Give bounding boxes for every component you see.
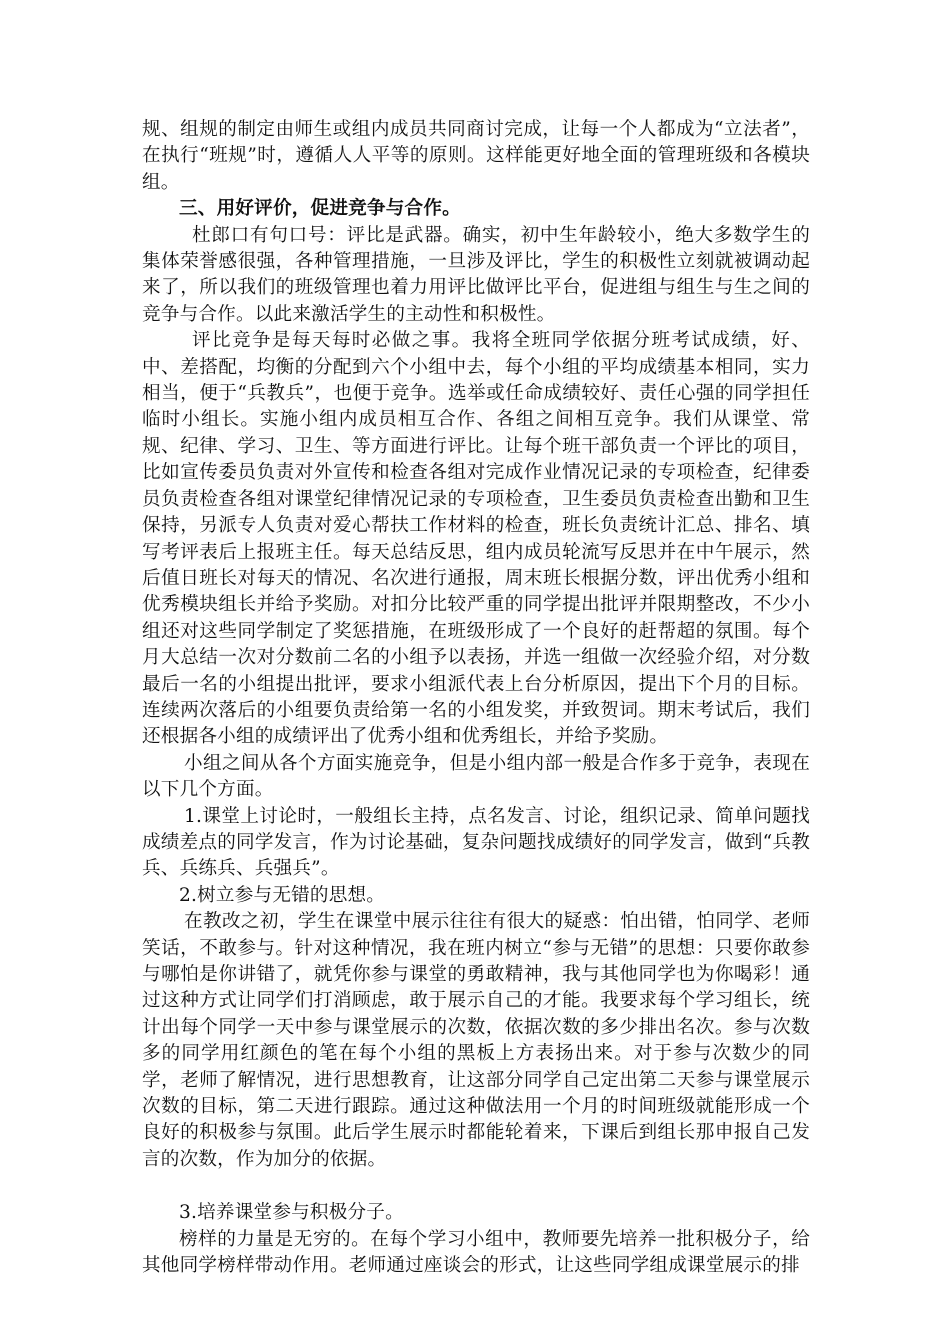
paragraph-group-cooperation: 小组之间从各个方面实施竞争，但是小组内部一般是合作多于竞争，表现在以下几个方面。 [142, 752, 810, 801]
paragraph-duLangkou-slogan: 杜郎口有句口号：评比是武器。确实，初中生年龄较小，绝大多数学生的集体荣誉感很强，各种管理措施，一旦涉及评比，学生的积极性立刻就被调动起来了，所以我们的班级管理也着力用评比做评比平台，促进组与组生与生之间的竞争与合作。以此来激活学生的主动性和积极性。 [142, 224, 810, 325]
paragraph-daily-competition: 评比竞争是每天每时必做之事。我将全班同学依据分班考试成绩，好、中、差搭配，均衡的分配到六个小组中去，每个小组的平均成绩基本相同，实力相当，便于“兵教兵”，也便于竞争。选举或任命成绩较好、责任心强的同学担任临时小组长。实施小组内成员相互合作、各组之间相互竞争。我们从课堂、常规、纪律、学习、卫生、等方面进行评比。让每个班干部负责一个评比的项目，比如宣传委员负责对外宣传和检查各组对完成作业情况记录的专项检查，纪律委员负责检查各组对课堂纪律情况记录的专项检查，卫生委员负责检查出勤和卫生保持，另派专人负责对爱心帮扶工作材料的检查，班长负责统计汇总、排名、填写考评表后上报班主任。每天总结反思，组内成员轮流写反思并在中午展示，然后值日班长对每天的情况、名次进行通报，周末班长根据分数，评出优秀小组和优秀模块组长并给予奖励。对扣分比较严重的同学提出批评并限期整改，不少小组还对这些同学制定了奖惩措施，在班级形成了一个良好的赶帮超的氛围。每个月大总结一次对分数前二名的小组予以表扬，并选一组做一次经验介绍，对分数最后一名的小组提出批评，要求小组派代表上台分析原因，提出下个月的目标。连续两次落后的小组要负责给第一名的小组发奖，并致贺词。期末考试后，我们还根据各小组的成绩评出了优秀小组和优秀组长，并给予奖励。 [142, 330, 810, 748]
paragraph-participation-detail: 在教改之初，学生在课堂中展示往往有很大的疑惑：怕出错，怕同学、老师笑话，不敢参与。针对这种情况，我在班内树立“参与无错”的思想：只要你敢参与哪怕是你讲错了，就凭你参与课堂的勇敢精神，我与其他同学也为你喝彩！通过这种方式让同学们打消顾虑，敢于展示自己的才能。我要求每个学习组长，统计出每个同学一天中参与课堂展示的次数，依据次数的多少排出名次。参与次数多的同学用红颜色的笔在每个小组的黑板上方表扬出来。对于参与次数少的同学，老师了解情况，进行思想教育，让这部分同学自己定出第二天参与课堂展示次数的目标，第二天进行跟踪。通过这种做法用一个月的时间班级就能形成一个良好的积极参与氛围。此后学生展示时都能轮着来，下课后到组长那申报自己发言的次数，作为加分的依据。 [142, 911, 810, 1170]
list-item-active-participants: 3.培养课堂参与积极分子。 [179, 1202, 404, 1224]
paragraph-role-models: 榜样的力量是无穷的。在每个学习小组中，教师要先培养一批积极分子，给其他同学榜样带动作用。老师通过座谈会的形式，让这些同学组成课堂展示的排 [142, 1228, 810, 1277]
document-body [142, 117, 810, 1279]
paragraph-class-rules: 规、组规的制定由师生或组内成员共同商讨完成，让每一个人都成为“立法者”，在执行“班规”时，遵循人人平等的原则。这样能更好地全面的管理班级和各模块组。 [142, 119, 810, 193]
paragraph-spacer [142, 1173, 810, 1200]
list-item-no-wrong-participation: 2.树立参与无错的思想。 [179, 884, 386, 906]
section-heading-evaluation: 三、用好评价，促进竞争与合作。 [179, 198, 461, 220]
list-item-classroom-discussion: 1.课堂上讨论时，一般组长主持，点名发言、讨论，组织记录、简单问题找成绩差点的同学发言，作为讨论基础，复杂问题找成绩好的同学发言，做到“兵教兵、兵练兵、兵强兵”。 [142, 805, 810, 880]
